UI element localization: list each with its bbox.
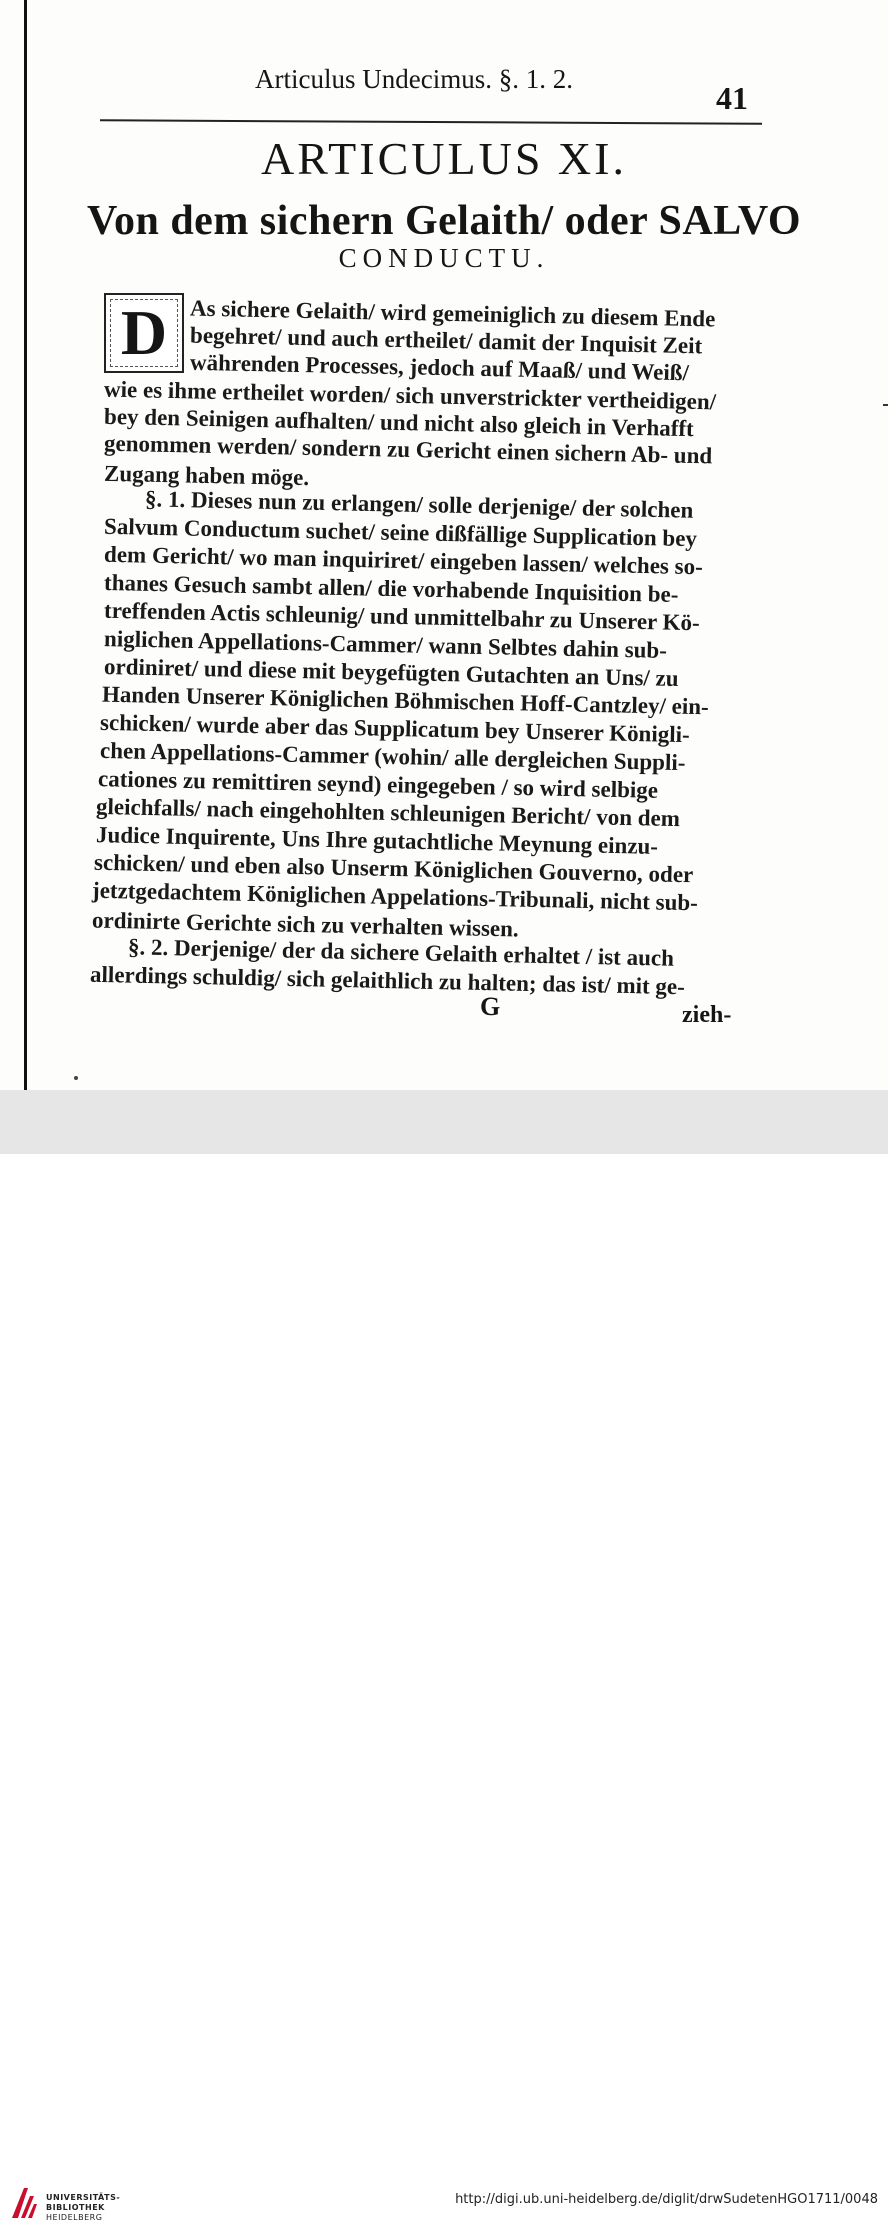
text-line: Salvum Conductum suchet/ seine dißfällige Supplication bey (103, 513, 698, 552)
text-line: wie es ihme ertheilet worden/ sich unverstrickter vertheidigen/ (103, 376, 717, 415)
text-line: genommen werden/ sondern zu Gericht einen sichern Ab- und (103, 430, 713, 469)
text-line: cationes zu remittiren seynd) eingegeben / so wird selbige (97, 766, 659, 803)
article-subtitle-continued: CONDUCTU. (338, 243, 550, 273)
text-line: Handen Unserer Königlichen Böhmischen Hoff-Cantzley/ ein- (101, 681, 709, 720)
initial-letter: D (120, 297, 168, 368)
library-logo-icon (10, 2186, 38, 2220)
text-line: gleichfalls/ nach eingehohlten schleunigen Bericht/ von dem (95, 793, 681, 832)
ink-speck (74, 1076, 78, 1080)
text-line: chen Appellations-Cammer (wohin/ alle dergleichen Suppli- (99, 737, 686, 776)
scanned-page (0, 0, 888, 1090)
page-number: 41 (716, 80, 748, 116)
viewer-footer (0, 1090, 888, 2222)
article-subtitle: Von dem sichern Gelaith/ oder SALVO (86, 198, 802, 244)
initial-ornament-frame (110, 299, 178, 367)
text-line: As sichere Gelaith/ wird gemeiniglich zu diesem Ende (189, 295, 716, 332)
text-line: allerdings schuldig/ sich gelaithlich zu halten; das ist/ mit ge- (89, 961, 686, 1000)
text-line: bey den Seinigen aufhalten/ und nicht also gleich in Verhafft (103, 403, 695, 442)
margin-mark (883, 404, 888, 406)
signature-mark: G (480, 992, 501, 1021)
text-line: treffenden Actis schleunig/ und unmittelbahr zu Unserer Kö- (103, 597, 700, 636)
text-line: begehret/ und auch ertheilet/ damit der Inquisit Zeit (189, 322, 703, 359)
text-line: Judice Inquirente, Uns Ihre gutachtliche Meynung einzu- (95, 822, 659, 859)
catchword: zieh- (682, 1002, 732, 1028)
library-name-line: BIBLIOTHEK (46, 2203, 105, 2212)
text-line: §. 1. Dieses nun zu erlangen/ solle derjenige/ der solchen (144, 486, 694, 523)
text-line: schicken/ und eben also Unserm Königlichen Gouverno, oder (93, 849, 694, 888)
library-name-line: HEIDELBERG (46, 2213, 103, 2222)
ornamental-initial (104, 293, 184, 373)
text-line: Zugang haben möge. (103, 460, 310, 491)
running-head: Articulus Undecimus. §. 1. 2. (255, 64, 573, 94)
text-line: ordiniret/ und diese mit beygefügten Gutachten an Uns/ zu (103, 653, 679, 692)
header-rule (100, 119, 762, 124)
text-line: thanes Gesuch sambt allen/ die vorhabende Inquisition be- (103, 569, 679, 608)
text-line: jetztgedachtem Königlichen Appelations-Tribunali, nicht sub- (91, 877, 699, 916)
text-line: schicken/ wurde aber das Supplicatum bey Unserer Königli- (99, 709, 690, 748)
permalink-url[interactable]: http://digi.ub.uni-heidelberg.de/diglit/drwSudetenHGO1711/0048 (455, 2192, 878, 2207)
article-title: ARTICULUS XI. (261, 133, 627, 184)
text-line: ordinirte Gerichte sich zu verhalten wissen. (91, 907, 519, 942)
library-name-line: UNIVERSITÄTS- (46, 2193, 121, 2202)
text-line: währenden Processes, jedoch auf Maaß/ und Weiß/ (189, 349, 690, 386)
text-line: niglichen Appellations-Cammer/ wann Selbtes dahin sub- (103, 626, 668, 663)
text-line: dem Gericht/ wo man inquiriret/ eingeben lassen/ welches so- (103, 541, 704, 580)
text-line: §. 2. Derjenige/ der da sichere Gelaith erhaltet / ist auch (127, 934, 675, 971)
